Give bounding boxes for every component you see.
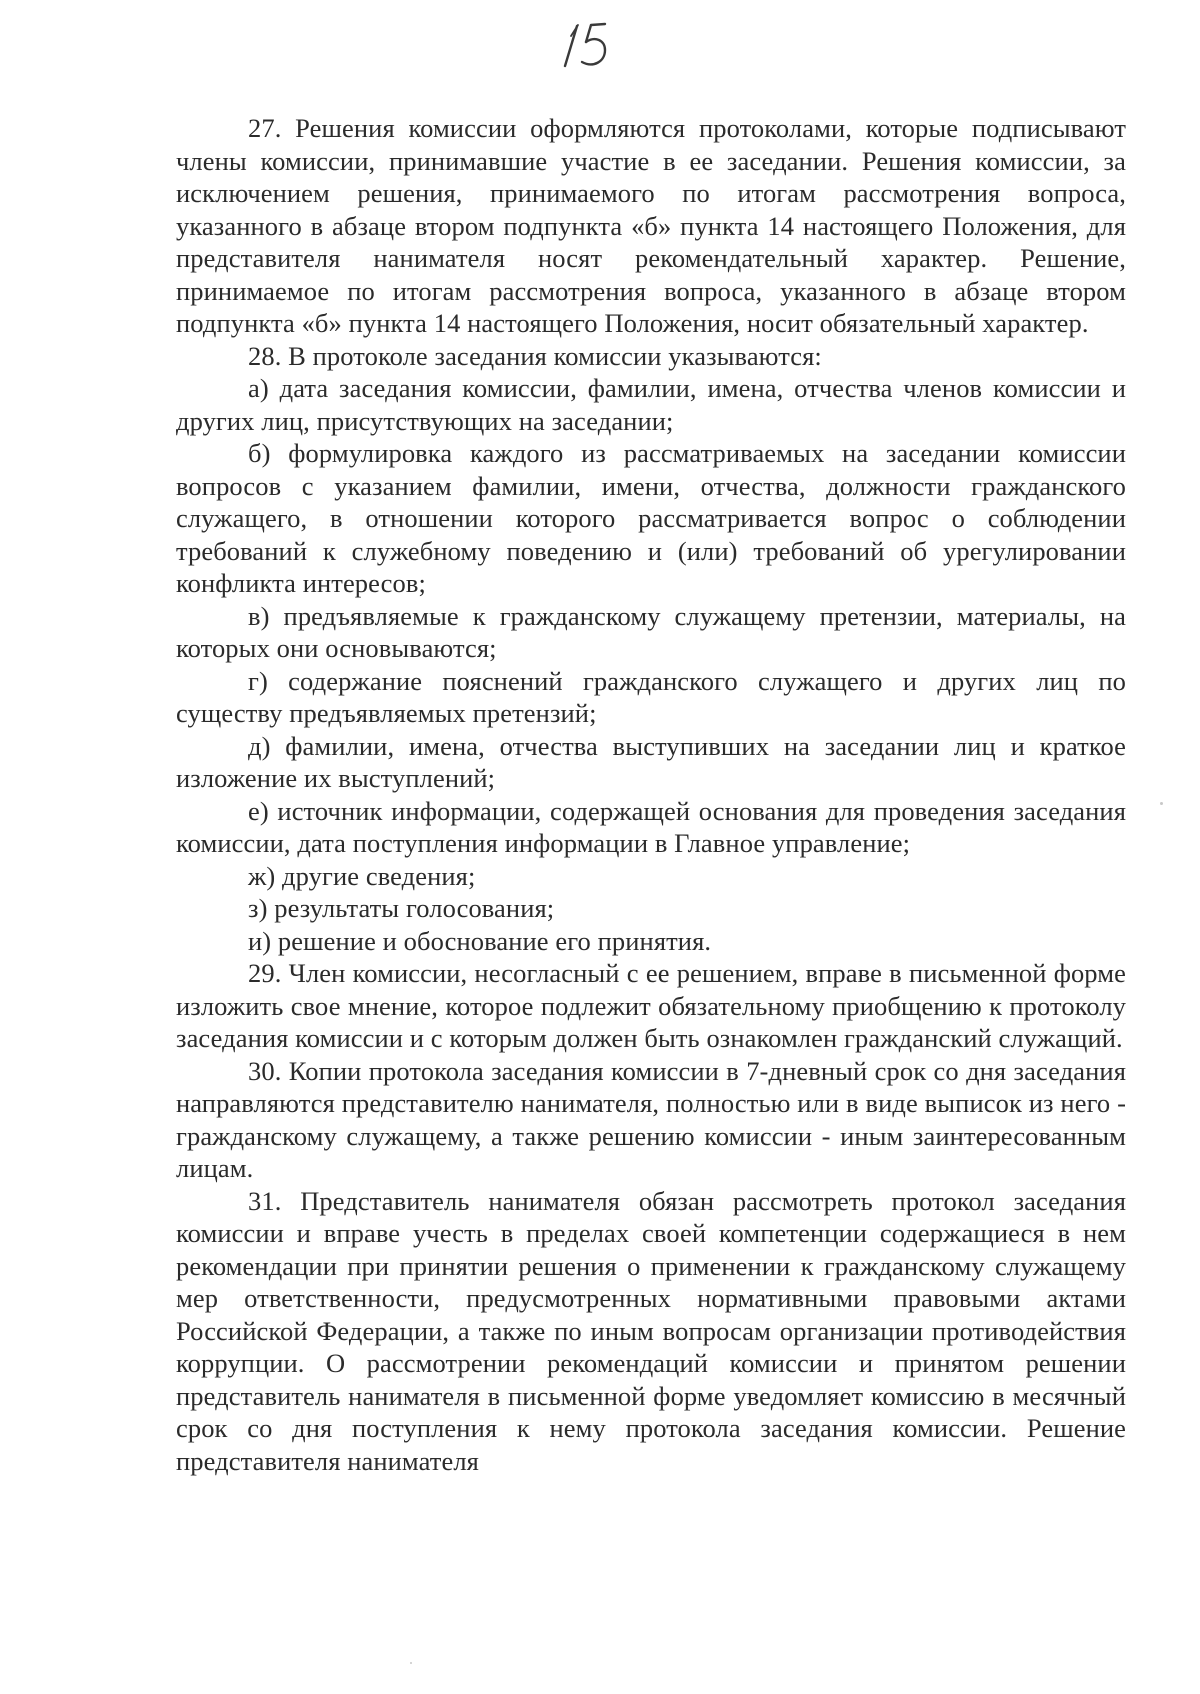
paragraph-30: 30. Копии протокола заседания комиссии в 7-дневный срок со дня заседания направляются представителю нанимателя, полностью или в виде выписок из него - гражданскому служащему, а также решению комиссии - иным заинтересованным лицам. bbox=[176, 1055, 1126, 1183]
paragraph-27: 27. Решения комиссии оформляются протоколами, которые подписывают члены комиссии, принимавшие участие в ее заседании. Решения комиссии, за исключением решения, принимаемого по итогам рассмотрения вопроса, указанного в абзаце втором подпункта «б» пункта 14 настоящего Положения, для представителя нанимателя носят рекомендательный характер. Решение, принимаемое по итогам рассмотрения вопроса, указанного в абзаце втором подпункта «б» пункта 14 настоящего Положения, носит обязательный характер. bbox=[176, 113, 1126, 338]
paragraph-28-item-zh: ж) другие сведения; bbox=[248, 860, 476, 891]
handwritten-page-number-graphic bbox=[555, 18, 635, 78]
scan-speck bbox=[410, 1662, 412, 1664]
paragraph-28-item-b: б) формулировка каждого из рассматриваемых на заседании комиссии вопросов с указанием фамилии, имени, отчества, должности гражданского служащего, в отношении которого рассматривается вопрос о соблюдении требований к служебному поведению и (или) требований об урегулировании конфликта интересов; bbox=[176, 438, 1126, 598]
scan-speck bbox=[1160, 802, 1163, 805]
paragraph-28-item-z: з) результаты голосования; bbox=[248, 893, 555, 923]
paragraph-31: 31. Представитель нанимателя обязан рассмотреть протокол заседания комиссии и вправе учесть в пределах своей компетенции содержащиеся в нем рекомендации при принятии решения о применении к гражданскому служащему мер ответственности, предусмотренных нормативными правовыми актами Российской Федерации, а также по иным вопросам организации противодействия коррупции. О рассмотрении рекомендаций комиссии и принятом решении представитель нанимателя в письменной форме уведомляет комиссию в месячный срок со дня поступления к нему протокола заседания комиссии. Решение представителя нанимателя bbox=[176, 1185, 1126, 1476]
paragraph-28-item-a: а) дата заседания комиссии, фамилии, имена, отчества членов комиссии и других лиц, присутствующих на заседании; bbox=[176, 373, 1126, 436]
paragraph-28-item-v: в) предъявляемые к гражданскому служащему претензии, материалы, на которых они основываются; bbox=[176, 600, 1126, 663]
paragraph-28-item-i: и) решение и обоснование его принятия. bbox=[248, 925, 712, 956]
paragraph-29: 29. Член комиссии, несогласный с ее решением, вправе в письменной форме изложить свое мнение, которое подлежит обязательному приобщению к протоколу заседания комиссии и с которым должен быть ознакомлен гражданский служащий. bbox=[176, 958, 1126, 1053]
paragraph-28-item-d: д) фамилии, имена, отчества выступивших на заседании лиц и краткое изложение их выступлений; bbox=[176, 730, 1126, 793]
document-body bbox=[176, 112, 1126, 1477]
paragraph-28: 28. В протоколе заседания комиссии указываются: bbox=[248, 340, 822, 371]
paragraph-28-item-g: г) содержание пояснений гражданского служащего и других лиц по существу предъявляемых претензий; bbox=[176, 665, 1126, 728]
handwritten-page-number bbox=[555, 18, 635, 78]
paragraph-28-item-e: е) источник информации, содержащей основания для проведения заседания комиссии, дата поступления информации в Главное управление; bbox=[176, 795, 1126, 858]
